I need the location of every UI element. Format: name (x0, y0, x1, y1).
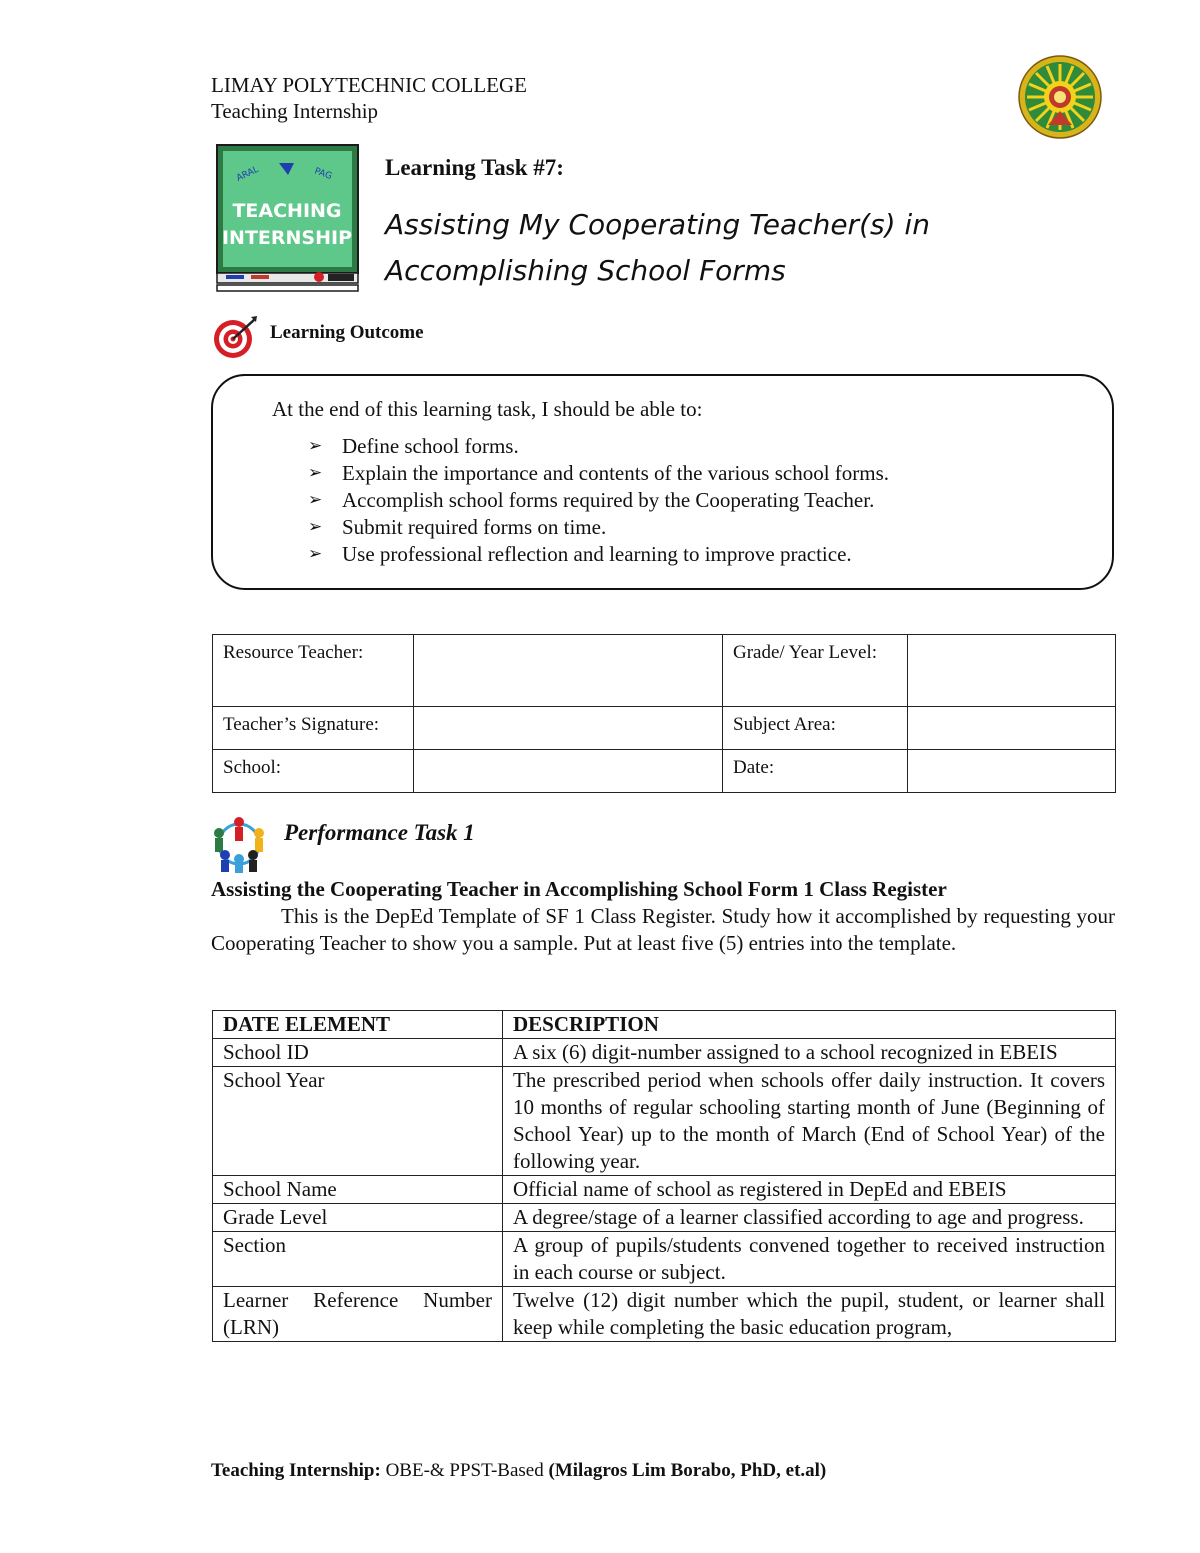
school-label: School: (213, 750, 414, 793)
element-cell: School Name (213, 1176, 503, 1204)
people-group-icon (210, 815, 268, 873)
teacher-signature-label: Teacher’s Signature: (213, 707, 414, 750)
description-cell: A degree/stage of a learner classified according to age and progress. (503, 1204, 1116, 1232)
college-name: LIMAY POLYTECHNIC COLLEGE (211, 73, 527, 97)
learning-task-title (385, 202, 1025, 294)
svg-text:ARAL: ARAL (235, 164, 261, 184)
subject-area-field[interactable] (908, 707, 1116, 750)
page-footer (211, 1460, 826, 1482)
resource-teacher-field[interactable] (414, 635, 723, 707)
teacher-info-table (212, 634, 1116, 793)
table-row (213, 1204, 1116, 1232)
footer-authors: (Milagros Lim Borabo, PhD, et.al) (548, 1460, 827, 1481)
outcome-intro: At the end of this learning task, I should be able to: (272, 397, 703, 421)
task-title-line1: Assisting My Cooperating Teacher(s) in (385, 208, 930, 241)
logo-line2: INTERNSHIP (221, 227, 353, 249)
arrow-bullet-icon: ➢ (308, 436, 323, 456)
table-row (213, 1287, 1116, 1342)
description-cell: A six (6) digit-number assigned to a school recognized in EBEIS (503, 1039, 1116, 1067)
element-cell: Section (213, 1232, 503, 1287)
description-cell: A group of pupils/students convened together to received instruction in each course or subject. (503, 1232, 1116, 1287)
outcome-list (308, 433, 889, 568)
teaching-internship-logo (216, 141, 361, 297)
element-cell: Learner Reference Number (LRN) (213, 1287, 503, 1342)
subject-area-label: Subject Area: (723, 707, 908, 750)
target-icon (211, 315, 259, 359)
description-cell: Official name of school as registered in DepEd and EBEIS (503, 1176, 1116, 1204)
table-row (213, 1039, 1116, 1067)
program-name: Teaching Internship (211, 99, 379, 123)
arrow-bullet-icon: ➢ (308, 490, 323, 510)
table-row (213, 1176, 1116, 1204)
grade-year-level-label: Grade/ Year Level: (723, 635, 908, 707)
arrow-bullet-icon: ➢ (308, 517, 323, 537)
column-header: DESCRIPTION (503, 1011, 1116, 1039)
column-header: DATE ELEMENT (213, 1011, 503, 1039)
outcome-item: ➢ Use professional reflection and learning to improve practice. (308, 542, 852, 566)
logo-line1: TEACHING (232, 200, 342, 222)
college-seal-icon (1018, 55, 1102, 139)
arrow-bullet-icon: ➢ (308, 463, 323, 483)
teacher-signature-field[interactable] (414, 707, 723, 750)
school-field[interactable] (414, 750, 723, 793)
outcome-item: ➢ Define school forms. (308, 434, 519, 458)
table-row (213, 1067, 1116, 1176)
outcome-item: ➢ Accomplish school forms required by the Cooperating Teacher. (308, 488, 875, 512)
date-label: Date: (723, 750, 908, 793)
outcome-item: ➢ Explain the importance and contents of the various school forms. (308, 461, 890, 485)
task-title-line2: Accomplishing School Forms (385, 254, 786, 287)
learning-task-number: Learning Task #7: (385, 155, 564, 180)
description-cell: Twelve (12) digit number which the pupil, student, or learner shall keep while completing the basic education program, (503, 1287, 1116, 1342)
date-field[interactable] (908, 750, 1116, 793)
table-row (213, 1232, 1116, 1287)
svg-text:PAG: PAG (312, 166, 334, 182)
grade-year-level-field[interactable] (908, 635, 1116, 707)
arrow-bullet-icon: ➢ (308, 544, 323, 564)
footer-label: Teaching Internship: (211, 1460, 381, 1481)
learning-outcome-title: Learning Outcome (270, 322, 424, 343)
element-cell: Grade Level (213, 1204, 503, 1232)
performance-task-title: Performance Task 1 (284, 820, 475, 845)
description-cell: The prescribed period when schools offer daily instruction. It covers 10 months of regular schooling starting month of June (Beginning of School Year) up to the month of March (End of School Year) of the following year. (503, 1067, 1116, 1176)
sf1-description: This is the DepEd Template of SF 1 Class Register. Study how it accomplished by requesting your Cooperating Teacher to show you a sample. Put at least five (5) entries into the template. (211, 904, 1115, 955)
sf1-heading: Assisting the Cooperating Teacher in Accomplishing School Form 1 Class Register (211, 877, 947, 901)
element-cell: School Year (213, 1067, 503, 1176)
element-cell: School ID (213, 1039, 503, 1067)
footer-middle: OBE-& PPST-Based (380, 1460, 549, 1481)
data-element-table (212, 1010, 1116, 1342)
outcome-item: ➢ Submit required forms on time. (308, 515, 607, 539)
resource-teacher-label: Resource Teacher: (213, 635, 414, 707)
